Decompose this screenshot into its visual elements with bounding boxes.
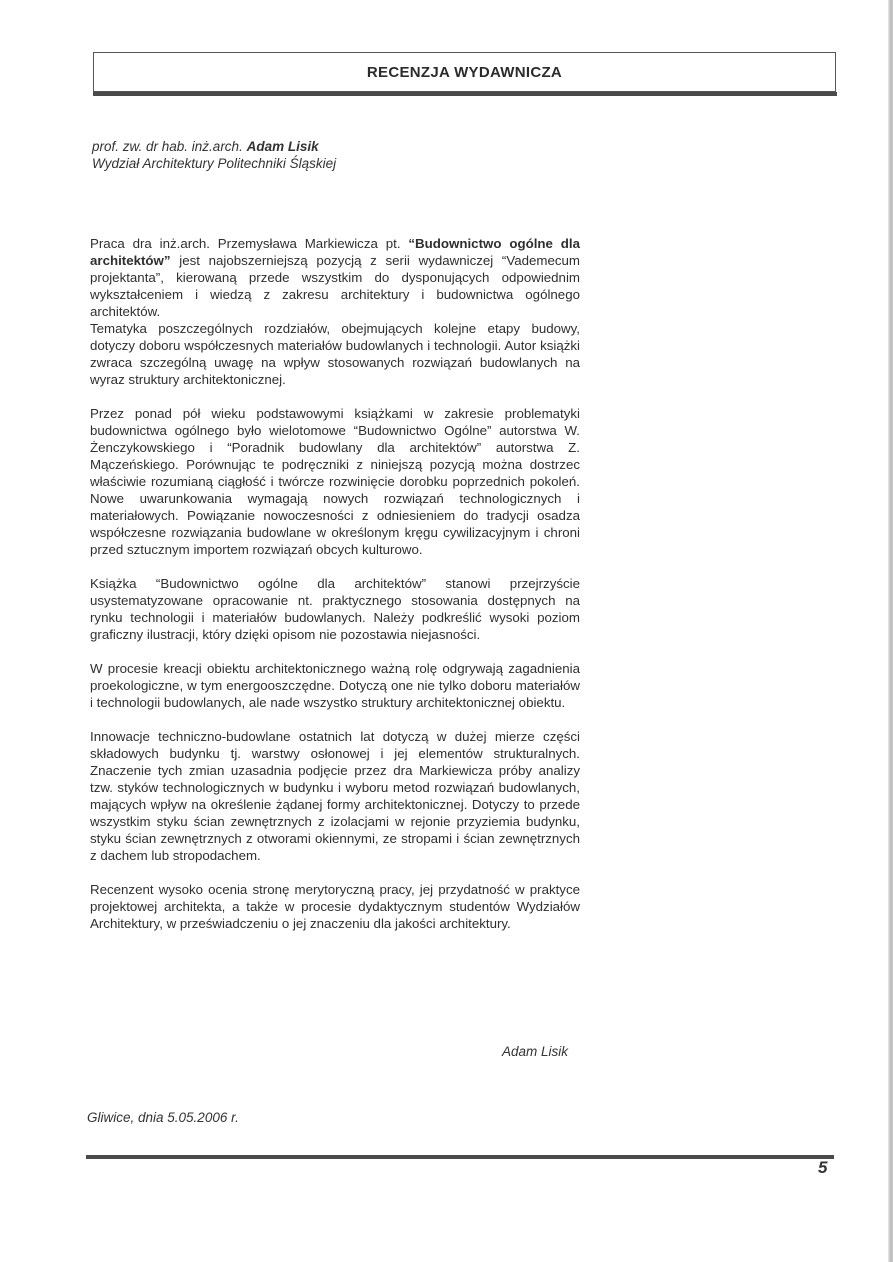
author-affiliation: Wydział Architektury Politechniki Śląskiej — [92, 156, 337, 171]
intro-pre: Praca dra inż.arch. Przemysława Markiewicza pt. — [90, 236, 409, 251]
page-title: RECENZJA WYDAWNICZA — [366, 64, 563, 81]
author-title-prefix: prof. zw. dr hab. inż.arch. — [92, 139, 243, 154]
header-rule — [93, 92, 837, 96]
review-body — [90, 235, 580, 932]
paragraph-history: Przez ponad pół wieku podstawowymi książkami w zakresie problematyki budownictwa ogólnego było wielotomowe “Budownictwo Ogólne” autorstwa W. Żenczykowskiego i “Poradnik budowlany dla architektów” autorstwa Z. Mączeńskiego. Porównując te podręczniki z niniejszą pozycją można dostrzec właściwie rozumianą ciągłość i twórcze rozwinięcie dorobku poprzednich pokoleń. Nowe uwarunkowania wymagają nowych rozwiązań technologicznych i materiałowych. Powiązanie nowoczesności z odniesieniem do tradycji osadza współczesne rozwiązania budowlane w określonym kręgu cywilizacyjnym i chroni przed sztucznym importem rozwiązań obcych kulturowo. — [90, 406, 580, 557]
paragraph-assessment: Recenzent wysoko ocenia stronę merytoryczną pracy, jej przydatność w praktyce projektowej architekta, a także w procesie dydaktycznym studentów Wydziałów Architektury, w przeświadczeniu o jej znaczeniu dla jakości architektury. — [90, 882, 580, 931]
paragraph-book: Książka “Budownictwo ogólne dla architektów” stanowi przejrzyście usystematyzowane opracowanie nt. praktycznego stosowania dostępnych na rynku technologii i materiałów budowlanych. Należy podkreślić wysoki poziom graficzny ilustracji, który dzięki opisom nie pozostawia niejasności. — [90, 576, 580, 642]
author-name: Adam Lisik — [246, 139, 319, 154]
footer-rule — [86, 1155, 834, 1159]
scan-edge-shadow — [888, 0, 893, 1262]
header-box — [93, 52, 836, 92]
author-block — [92, 138, 336, 172]
paragraph-intro — [90, 235, 580, 320]
place-date: Gliwice, dnia 5.05.2006 r. — [87, 1110, 239, 1125]
paragraph-innovations: Innowacje techniczno-budowlane ostatnich lat dotyczą w dużej mierze części składowych budynku tj. warstwy osłonowej i jej elementów strukturalnych. Znaczenie tych zmian uzasadnia podjęcie przez dra Markiewicza próby analizy tzw. styków technologicznych w budynku i wyboru metod rozwiązań budowlanych, mających wpływ na określenie żądanej formy architektonicznej. Dotyczy to przede wszystkim styku ścian zewnętrznych z izolacjami w rejonie przyziemia budynku, styku ścian zewnętrznych z otworami okiennymi, ze stropami i ścian zewnętrznych z dachem lub stropodachem. — [90, 729, 580, 863]
paragraph-ecology: W procesie kreacji obiektu architektonicznego ważną rolę odgrywają zagadnienia proekologiczne, w tym energooszczędne. Dotyczą one nie tylko doboru materiałów i technologii budowlanych, ale nade wszystko struktury architektonicznej obiektu. — [90, 661, 580, 710]
paragraph-topics: Tematyka poszczególnych rozdziałów, obejmujących kolejne etapy budowy, dotyczy doboru współczesnych materiałów budowlanych i technologii. Autor książki zwraca szczególną uwagę na wpływ stosowanych rozwiązań budowlanych na wyraz struktury architektonicznej. — [90, 321, 580, 387]
page-number: 5 — [818, 1158, 828, 1177]
author-line — [92, 138, 336, 155]
intro-post: jest najobszerniejszą pozycją z serii wydawniczej “Vademecum projektanta”, kierowaną przede wszystkim do dysponujących odpowiednim wykształceniem i wiedzą z zakresu architektury i budownictwa ogólnego architektów. — [90, 253, 580, 319]
book-title: “Budownictwo ogólne dla architektów” — [90, 236, 580, 268]
signature: Adam Lisik — [502, 1044, 569, 1059]
